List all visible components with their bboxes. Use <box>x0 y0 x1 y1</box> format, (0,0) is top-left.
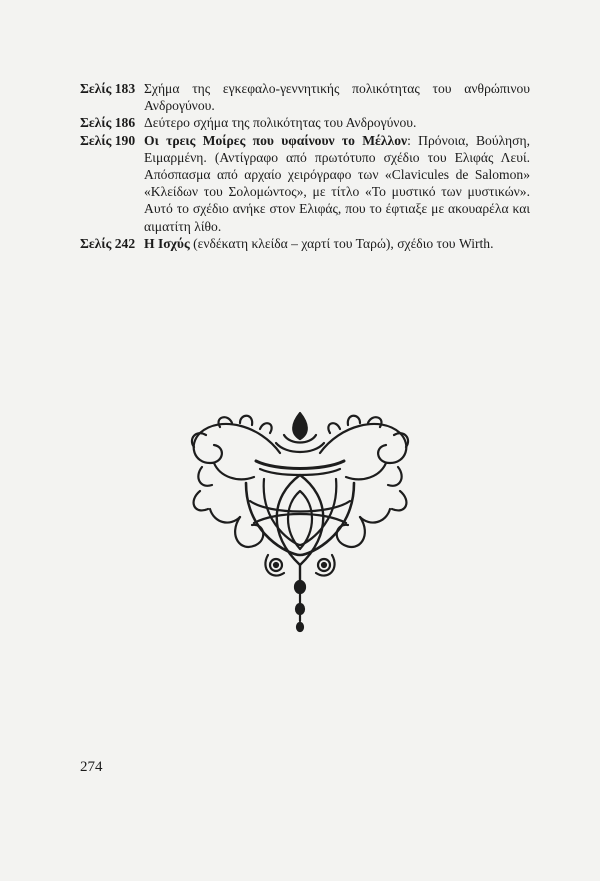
page-reference: Σελίς 186 <box>80 115 136 131</box>
caption-text <box>144 132 530 235</box>
caption-text <box>144 114 530 131</box>
caption-bold-lead: Οι τρεις Μοίρες που υφαίνουν το Μέλλον <box>144 132 408 148</box>
caption-entry <box>80 132 530 235</box>
page-reference: Σελίς 183 <box>80 81 136 96</box>
captions-list <box>80 80 530 252</box>
caption-body: Δεύτερο σχήμα της πολικότητας του Ανδρογύνου. <box>144 115 417 131</box>
caption-body: : Πρόνοια, Βούληση, Ειμαρμένη. (Αντίγραφο από πρωτότυπο σχέδιο του Ελιφάς Λευί. Απόσπασμα από αρχαίο χειρόγραφο των «Clavicules de Salomon» «Κλείδων του Σολομώντος», με τίτλο «Το μυστικό των μυστικών». Αυτό το σχέδιο ανήκε στον Ελιφάς, που το έφτιαξε με ακουαρέλα και αιματίτη λίθο. <box>144 132 530 234</box>
caption-entry <box>80 235 530 252</box>
caption-entry <box>80 80 530 114</box>
floral-monogram-ornament-icon <box>180 405 420 635</box>
caption-text <box>144 235 530 252</box>
caption-body: (ενδέκατη κλείδα – χαρτί του Ταρώ), σχέδιο του Wirth. <box>189 235 494 251</box>
caption-text <box>144 80 530 114</box>
caption-bold-lead: Η Ισχύς <box>144 235 190 251</box>
caption-entry <box>80 114 530 131</box>
caption-body: Σχήμα της εγκεφαλο-γεννητικής πολικότητας του ανθρώπινου Ανδρογύνου. <box>144 81 530 114</box>
page-reference: Σελίς 190 <box>80 132 136 148</box>
page-number: 274 <box>80 759 103 775</box>
page-reference: Σελίς 242 <box>80 235 136 251</box>
